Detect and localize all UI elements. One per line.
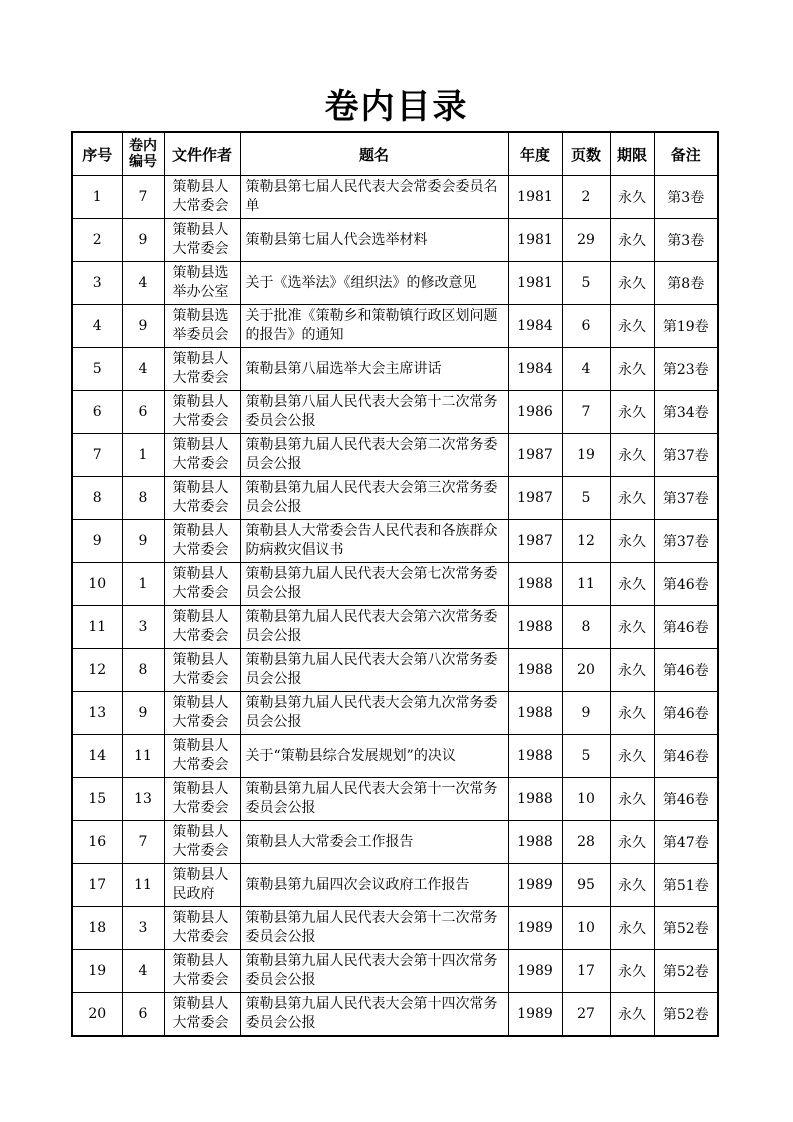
cell-vol-no: 1 [122, 563, 164, 606]
cell-year: 1989 [508, 950, 562, 993]
cell-year: 1989 [508, 907, 562, 950]
cell-note: 第34卷 [654, 391, 718, 434]
cell-seq: 2 [72, 219, 122, 262]
table-row [72, 391, 718, 434]
cell-year: 1988 [508, 778, 562, 821]
cell-term: 永久 [610, 649, 654, 692]
cell-note: 第37卷 [654, 434, 718, 477]
header-seq: 序号 [72, 132, 122, 176]
cell-vol-no: 4 [122, 348, 164, 391]
cell-vol-no: 6 [122, 391, 164, 434]
cell-title: 策勒县第九届人民代表大会第七次常务委员会公报 [240, 563, 508, 606]
table-row [72, 606, 718, 649]
cell-title: 策勒县人大常委会告人民代表和各族群众防病救灾倡议书 [240, 520, 508, 563]
cell-note: 第23卷 [654, 348, 718, 391]
cell-title: 关于批准《策勒乡和策勒镇行政区划问题的报告》的通知 [240, 305, 508, 348]
cell-vol-no: 13 [122, 778, 164, 821]
cell-note: 第52卷 [654, 907, 718, 950]
cell-term: 永久 [610, 950, 654, 993]
cell-year: 1981 [508, 176, 562, 219]
cell-pages: 10 [562, 907, 610, 950]
cell-note: 第3卷 [654, 219, 718, 262]
cell-note: 第37卷 [654, 477, 718, 520]
cell-pages: 17 [562, 950, 610, 993]
cell-year: 1988 [508, 735, 562, 778]
cell-pages: 9 [562, 692, 610, 735]
cell-year: 1987 [508, 477, 562, 520]
table-row [72, 993, 718, 1037]
cell-seq: 4 [72, 305, 122, 348]
cell-note: 第51卷 [654, 864, 718, 907]
table-row [72, 176, 718, 219]
cell-term: 永久 [610, 563, 654, 606]
cell-author: 策勒县人大常委会 [164, 993, 240, 1037]
header-year: 年度 [508, 132, 562, 176]
cell-title: 策勒县第七届人民代表大会常委会委员名单 [240, 176, 508, 219]
cell-vol-no: 9 [122, 305, 164, 348]
cell-note: 第8卷 [654, 262, 718, 305]
cell-vol-no: 1 [122, 434, 164, 477]
cell-vol-no: 4 [122, 262, 164, 305]
cell-vol-no: 9 [122, 692, 164, 735]
cell-term: 永久 [610, 176, 654, 219]
cell-author: 策勒县人大常委会 [164, 219, 240, 262]
table-row [72, 950, 718, 993]
table-row [72, 907, 718, 950]
cell-title: 策勒县第七届人代会选举材料 [240, 219, 508, 262]
cell-title: 策勒县第九届人民代表大会第十四次常务委员会公报 [240, 993, 508, 1037]
cell-year: 1988 [508, 692, 562, 735]
cell-author: 策勒县人大常委会 [164, 520, 240, 563]
cell-term: 永久 [610, 305, 654, 348]
table-row [72, 219, 718, 262]
cell-title: 策勒县第八届选举大会主席讲话 [240, 348, 508, 391]
cell-pages: 12 [562, 520, 610, 563]
table-row [72, 477, 718, 520]
cell-author: 策勒县人大常委会 [164, 391, 240, 434]
cell-title: 策勒县第九届人民代表大会第二次常务委员会公报 [240, 434, 508, 477]
cell-term: 永久 [610, 520, 654, 563]
cell-note: 第47卷 [654, 821, 718, 864]
cell-term: 永久 [610, 434, 654, 477]
cell-note: 第37卷 [654, 520, 718, 563]
cell-pages: 19 [562, 434, 610, 477]
header-author: 文件作者 [164, 132, 240, 176]
cell-year: 1989 [508, 864, 562, 907]
cell-term: 永久 [610, 907, 654, 950]
cell-author: 策勒县人大常委会 [164, 176, 240, 219]
cell-year: 1984 [508, 305, 562, 348]
header-pages: 页数 [562, 132, 610, 176]
cell-seq: 6 [72, 391, 122, 434]
cell-vol-no: 3 [122, 907, 164, 950]
table-row [72, 778, 718, 821]
cell-year: 1989 [508, 993, 562, 1037]
cell-pages: 7 [562, 391, 610, 434]
cell-term: 永久 [610, 778, 654, 821]
cell-seq: 18 [72, 907, 122, 950]
table-row [72, 434, 718, 477]
cell-title: 关于《选举法》《组织法》的修改意见 [240, 262, 508, 305]
cell-term: 永久 [610, 735, 654, 778]
cell-seq: 1 [72, 176, 122, 219]
cell-year: 1987 [508, 520, 562, 563]
header-title: 题名 [240, 132, 508, 176]
cell-title: 策勒县第九届人民代表大会第三次常务委员会公报 [240, 477, 508, 520]
cell-seq: 9 [72, 520, 122, 563]
cell-pages: 11 [562, 563, 610, 606]
cell-seq: 14 [72, 735, 122, 778]
cell-vol-no: 9 [122, 219, 164, 262]
table-row [72, 262, 718, 305]
cell-vol-no: 7 [122, 176, 164, 219]
cell-pages: 10 [562, 778, 610, 821]
cell-seq: 11 [72, 606, 122, 649]
cell-term: 永久 [610, 348, 654, 391]
cell-seq: 5 [72, 348, 122, 391]
cell-note: 第46卷 [654, 649, 718, 692]
cell-note: 第46卷 [654, 606, 718, 649]
cell-note: 第3卷 [654, 176, 718, 219]
cell-title: 策勒县人大常委会工作报告 [240, 821, 508, 864]
cell-author: 策勒县人大常委会 [164, 563, 240, 606]
header-row [72, 132, 718, 176]
cell-seq: 12 [72, 649, 122, 692]
cell-author: 策勒县人大常委会 [164, 821, 240, 864]
cell-term: 永久 [610, 262, 654, 305]
cell-vol-no: 8 [122, 649, 164, 692]
cell-title: 策勒县第八届人民代表大会第十二次常务委员会公报 [240, 391, 508, 434]
cell-term: 永久 [610, 606, 654, 649]
cell-author: 策勒县人大常委会 [164, 477, 240, 520]
cell-pages: 5 [562, 262, 610, 305]
table-row [72, 735, 718, 778]
cell-title: 策勒县第九届四次会议政府工作报告 [240, 864, 508, 907]
cell-pages: 27 [562, 993, 610, 1037]
cell-seq: 3 [72, 262, 122, 305]
cell-title: 策勒县第九届人民代表大会第十一次常务委员会公报 [240, 778, 508, 821]
cell-seq: 17 [72, 864, 122, 907]
table-row [72, 563, 718, 606]
page-title: 卷内目录 [324, 87, 469, 127]
cell-title: 策勒县第九届人民代表大会第十四次常务委员会公报 [240, 950, 508, 993]
cell-author: 策勒县人大常委会 [164, 434, 240, 477]
cell-year: 1987 [508, 434, 562, 477]
cell-author: 策勒县人大常委会 [164, 950, 240, 993]
cell-title: 策勒县第九届人民代表大会第十二次常务委员会公报 [240, 907, 508, 950]
cell-pages: 29 [562, 219, 610, 262]
cell-title: 策勒县第九届人民代表大会第九次常务委员会公报 [240, 692, 508, 735]
cell-title: 策勒县第九届人民代表大会第八次常务委员会公报 [240, 649, 508, 692]
cell-pages: 6 [562, 305, 610, 348]
cell-term: 永久 [610, 821, 654, 864]
cell-note: 第52卷 [654, 993, 718, 1037]
cell-seq: 8 [72, 477, 122, 520]
cell-seq: 10 [72, 563, 122, 606]
cell-note: 第19卷 [654, 305, 718, 348]
cell-pages: 20 [562, 649, 610, 692]
header-vol-no-line1: 卷内 [129, 138, 157, 154]
cell-pages: 5 [562, 477, 610, 520]
cell-note: 第46卷 [654, 563, 718, 606]
header-term: 期限 [610, 132, 654, 176]
catalog-table [71, 131, 719, 1037]
table-row [72, 520, 718, 563]
table-row [72, 348, 718, 391]
cell-term: 永久 [610, 692, 654, 735]
cell-vol-no: 9 [122, 520, 164, 563]
cell-pages: 95 [562, 864, 610, 907]
cell-seq: 19 [72, 950, 122, 993]
cell-title: 关于“策勒县综合发展规划”的决议 [240, 735, 508, 778]
cell-year: 1981 [508, 219, 562, 262]
cell-year: 1986 [508, 391, 562, 434]
table-row [72, 305, 718, 348]
cell-note: 第46卷 [654, 692, 718, 735]
cell-year: 1988 [508, 821, 562, 864]
cell-year: 1988 [508, 649, 562, 692]
cell-author: 策勒县人大常委会 [164, 735, 240, 778]
table-body [72, 176, 718, 1037]
header-vol-no-line2: 编号 [129, 154, 157, 170]
cell-vol-no: 6 [122, 993, 164, 1037]
cell-year: 1984 [508, 348, 562, 391]
cell-seq: 20 [72, 993, 122, 1037]
cell-author: 策勒县人民政府 [164, 864, 240, 907]
cell-seq: 16 [72, 821, 122, 864]
cell-pages: 28 [562, 821, 610, 864]
table-row [72, 692, 718, 735]
cell-year: 1981 [508, 262, 562, 305]
cell-vol-no: 3 [122, 606, 164, 649]
cell-term: 永久 [610, 864, 654, 907]
cell-title: 策勒县第九届人民代表大会第六次常务委员会公报 [240, 606, 508, 649]
cell-year: 1988 [508, 606, 562, 649]
cell-seq: 13 [72, 692, 122, 735]
cell-vol-no: 4 [122, 950, 164, 993]
cell-author: 策勒县人大常委会 [164, 348, 240, 391]
table-row [72, 864, 718, 907]
cell-seq: 7 [72, 434, 122, 477]
cell-pages: 4 [562, 348, 610, 391]
cell-note: 第46卷 [654, 778, 718, 821]
table-row [72, 821, 718, 864]
cell-pages: 8 [562, 606, 610, 649]
cell-term: 永久 [610, 477, 654, 520]
table-row [72, 649, 718, 692]
cell-author: 策勒县人大常委会 [164, 606, 240, 649]
cell-term: 永久 [610, 391, 654, 434]
cell-pages: 5 [562, 735, 610, 778]
cell-vol-no: 7 [122, 821, 164, 864]
cell-pages: 2 [562, 176, 610, 219]
cell-note: 第46卷 [654, 735, 718, 778]
cell-vol-no: 11 [122, 864, 164, 907]
cell-year: 1988 [508, 563, 562, 606]
cell-term: 永久 [610, 219, 654, 262]
cell-author: 策勒县人大常委会 [164, 778, 240, 821]
cell-author: 策勒县人大常委会 [164, 907, 240, 950]
header-note: 备注 [654, 132, 718, 176]
cell-term: 永久 [610, 993, 654, 1037]
cell-seq: 15 [72, 778, 122, 821]
header-vol-no [122, 132, 164, 176]
cell-author: 策勒县人大常委会 [164, 692, 240, 735]
cell-author: 策勒县选举委员会 [164, 305, 240, 348]
cell-vol-no: 8 [122, 477, 164, 520]
cell-note: 第52卷 [654, 950, 718, 993]
cell-author: 策勒县选举办公室 [164, 262, 240, 305]
cell-vol-no: 11 [122, 735, 164, 778]
cell-author: 策勒县人大常委会 [164, 649, 240, 692]
